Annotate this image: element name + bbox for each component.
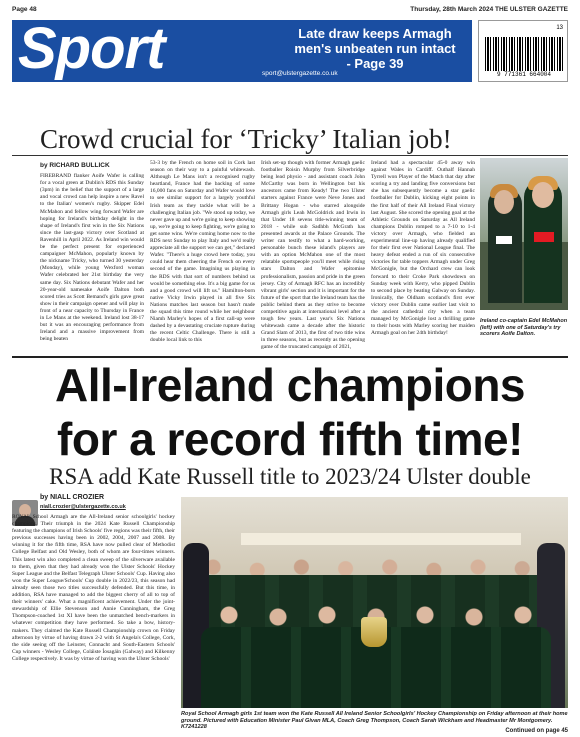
headline-line: All-Ireland champions [54, 359, 526, 411]
story2-photo-caption: Royal School Armagh girls 1st team won the Kate Russell All Ireland Senior Schoolgirls' Hockey Championship on Friday afternoon at their home ground. Pictured with Education Minister Paul Givan MLA, Coach Greg Thompson, Coach Sarah Wickham and Headmaster Mr Montgomery. K7241228 [181, 711, 568, 731]
teaser-line: - Page 39 [346, 56, 404, 71]
banner [241, 533, 521, 545]
story1-text: Irish set-up though with former Armagh gaelic footballer Roisin Murphy from Silverbridge being lead physio - and assistant coach John McCarthy was born in Wellington but his ancestors came from Keady! The two Ulster starters against France were Neve Jones and Brittany Hogan - who starred alongside Armagh girls Leah McGoldrick and Irwin in that Under 18 sevens title-winning team of 2018 - while sub Sadhbh McGrath has presented awards at the Palace Grounds. The writer can testify to what a hard-working, personable bunch these island's players are with an option McMahon one of the most relatable sportspeople you'll meet while rising stars Dalton and Wafer epitomise professionalism, passion and pride in the green jersey. City of Armagh RFC has an incredibly vibrant girls' section and it is important for the future of the sport that the Ireland team has the public behind them as they strive to become competitive again at international level after a tough few years. Last year's Six Nations whitewash came a decade after the historic Grand Slam of 2013, the first of two title wins in three seasons, but as recently as the opening game of the truncated campaign of 2021, [261, 160, 365, 351]
story1-column-4 [371, 160, 475, 352]
story2-headline [12, 358, 568, 466]
teaser-line: men's unbeaten run intact [294, 41, 456, 56]
sponsor-patch [534, 232, 554, 242]
story1-text: 53-3 by the French on home soil in Cork last season on their way to a painful whitewash. Although Le Mans isn't a recognised rugby heartland, France had the backing of some 16,000 fans on Saturday and Wafer would love to see similar support for a largely youthful Irish team as they tackle what will be a challenging Italian job. "We stood up today, we never gave up and we're going to keep showing up, we're going to keep fighting, we're going to get some wins. We're coming home now to the RDS next Sunday to play Italy and we'd really appreciate all the support we can get," declared Wafer. "There's a huge crowd here today, you could hear them cheering the French on every second of the game. Imagining us playing in the RDS with that sort of numbers behind us would be something else. It's a big game for us and a good crowd will lift us." Hamilton-born native Vicky Irwin played in all five Six Nations matches last season but hasn't made the squad this time round while her neighbour Niamh Marley's hopes of a first call-up were dashed by a devastating cruciate rupture during the recent Celtic Challenge. There is still a double local link to this [150, 160, 255, 344]
story1-photo-caption: Ireland co-captain Edel McMahon (left) with one of Saturday's try scorers Aoife Dalton. [480, 318, 568, 338]
story1-headline: Crowd crucial for ‘Tricky’ Italian job! [40, 124, 452, 154]
trophy-icon [361, 617, 387, 647]
story1-byline: by RICHARD BULLICK [40, 162, 110, 169]
story2-byline: by NIALL CROZIER [40, 494, 105, 501]
story2-author-email[interactable]: niall.crozier@ulstergazette.co.uk [40, 504, 126, 510]
headline-line: for a record fifth time! [57, 413, 523, 465]
teaser-link[interactable] [282, 26, 468, 71]
sponsor-patch [496, 236, 512, 244]
player-face [494, 190, 514, 214]
sport-masthead [12, 16, 472, 82]
story1-column-1 [40, 160, 144, 352]
barcode-bars [485, 37, 563, 71]
story1-column-2 [150, 160, 255, 352]
hockey-team-photo [181, 497, 568, 708]
player-face [532, 182, 554, 208]
issue-date: Thursday, 28th March 2024 THE ULSTER GAZETTE [410, 6, 568, 13]
story1-column-3 [261, 160, 365, 352]
continued-link[interactable]: Continued on page 45 [505, 728, 568, 734]
rugby-players-photo [480, 158, 568, 310]
page-number: Page 48 [12, 6, 37, 13]
sport-email[interactable]: sport@ulstergazette.co.uk [262, 70, 338, 77]
story2-subheadline: RSA add Kate Russell title to 2023/24 Ulster double [49, 464, 531, 489]
barcode-issue: 13 [556, 25, 563, 31]
story2-column-1 [12, 514, 175, 736]
teaser-line: Late draw keeps Armagh [298, 26, 452, 41]
barcode-digits: 9 771361 664004 [496, 71, 551, 78]
story2-text: ROYAL School Armagh are the All-Ireland senior schoolgirls' hockey champions. Their triumph in the 2024 Kate Russell Championship featuring the champions of Irish Schools' five regions was their fifth, their previous successes having been in 2002, 2004, 2007 and 2008. By winning it for the fifth time, RSA have now pulled clear of Methodist College Belfast and Old Wesley, both of whom are four-times winners. This latest win also completed a clean sweep of the silverware available to them, given that they had already won the Ulster Schools' Hockey Super League and the Belfast Telegraph Ulster Schools' Cup. Having also won the Super League/Schools' Cup double in 2022/23, this season had already seen those two titles successfully defended. But this time, in addition, RSA have managed to add the biggest cherry of all to top of their winners' cake. What a magnificent achievement. Under the joint-stewardship of Ellie Stevenson and Annie Cunningham, the Greg Thompson-coached 1st XI have been the unmatched bench-markers in whatever competition they have performed. So take a bow, history-makers. They claimed the Kate Russell Championship crown on Friday afternoon by virtue of having drawn 2-2 with St Angela's College, Cork, the side seeing off the Leinster, Connacht and South-Eastern Schools' Cup winners - Wesley College, Coláiste Íosagáin (Galway) and Kilkenny College respectively. It was by virtue of having won the Ulster Schools' [12, 514, 175, 662]
divider [12, 155, 568, 156]
barcode [478, 20, 568, 82]
story1-text: Ireland had a spectacular 45-0 away win against Wales in Cardiff. Outhalf Hannah Tyrrell won Player of the Match that day after scoring a try and landing five conversions but she has subsequently become a star gaelic footballer for Dublin, kicking eight points in the first half of their All Ireland Final victory last August. She scored the opening goal at the Athletic Grounds on Saturday as All Ireland champions Dublin romped to a 7-10 to 1-4 victory over Armagh, who fielded an experimental line-up having already qualified for their first ever National League final. The heavy defeat ended a run of six consecutive victories for table toppers Armagh under Greg McGonigle, but the Orchard crew can look forward to their Croke Park showdown on Sunday week with Kerry, who pipped Dublin to second place by beating Galway on Sunday. Ironically, the Oldham scotland's first ever victory over Dublin came earlier last visit to the ancient cathedral city when a team managed by McGonigle lost a thrilling game to their hosts with Marley scoring her maiden Armagh goal on her 24th birthday! [371, 160, 475, 337]
story1-text: FIREBRAND flanker Aoife Wafer is calling for a vocal green at Dublin's RDS this Sunday (3pm) in the belief that the support of a large and vocal crowd can help inspire a new Ravel to the Italian' women's rugby. Skipper Edel McMahon and fellow wing forward Wafer are hoping for Ireland's birthday delight in the shape of Ireland's first win in the Six Nations since the last-gasp victory over Scotland at Ravenhill in April 2022. As Ireland win would be the perfect present for experienced campaigner McMahon, popularly known by the nickname Tricky, who turned 30 yesterday (Monday), while young Wexford woman Wafer celebrated her 21st birthday the very same day. Six Nations debutant Wafer and her 20-year-old namesake Aoife Dalton both scored tries as Scott Bemand's girls gave great show in their campaign opener and will play in front of a near capacity to Thursday in France in Le Mans at the weekend. Ireland lost 38-17 but it was an encouraging performance from Ireland and a massive improvement from being beaten [40, 173, 144, 343]
section-title: Sport [18, 16, 165, 81]
page-folio [12, 6, 568, 16]
